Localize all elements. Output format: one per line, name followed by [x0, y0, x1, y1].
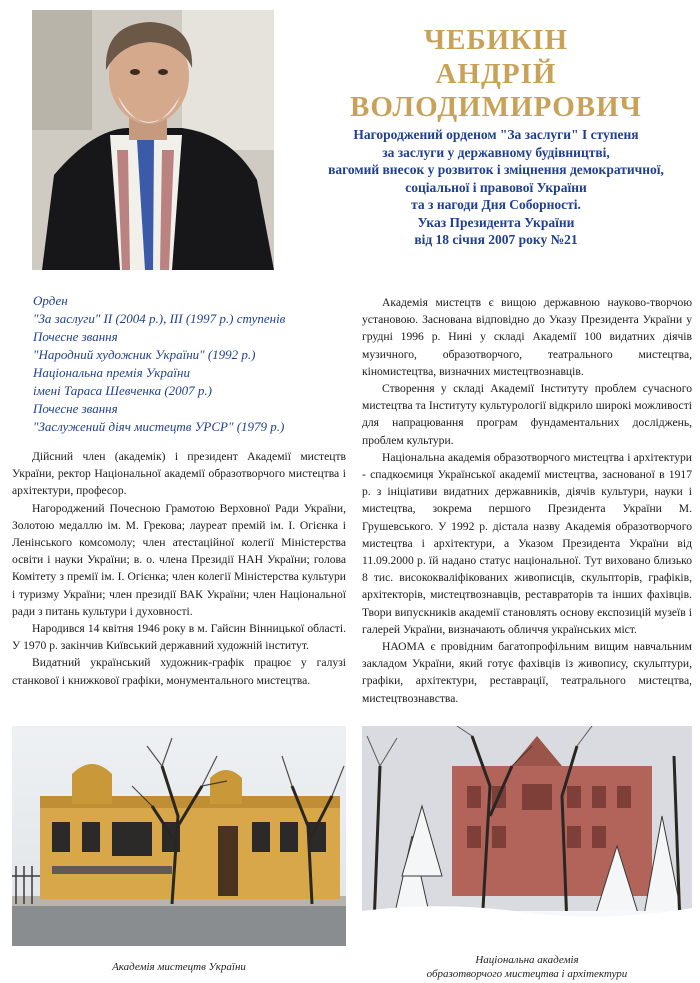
academy-paragraph: НАОМА є провідним багатопрофільним вищим навчальним закладом України, який готує фахівців із живопису, скульптури, графіки, архітектури, реставрації, театрального мистецтва, мистецтвознавства. [362, 640, 692, 705]
academy-paragraph: Національна академія образотворчого мистецтва і архітектури - спадкоємиця Української академії мистецтва, заснованої в 1917 р. з ініціативи видатних державників, діячів культури, науки і мистецтва, зокрема першого Президента України М. Грушевського. У 1992 р. дістала назву Академія образотворчого мистецтва і архітектури, а Указом Президента України від 11.09.2000 р. їй надано статус національної. Тут виховано близько 8 тис. висококваліфікованих живописців, скульпторів, графіків, архітекторів, мистецтвознавців, реставраторів та інших фахівців. Твори випускників академії становлять основу експозицій музеїв і галерей України, визначають обличчя українських міст. [362, 450, 692, 636]
photo2-caption-line: Національна академія [475, 954, 579, 966]
award-line: Нагороджений орденом "За заслуги" I ступеня [353, 127, 639, 142]
photo2-caption-line: образотворчого мистецтва і архітектури [426, 968, 628, 980]
biography-paragraph: Видатний український художник-графік працює у галузі станкової і книжкової графіки, монументального мистецтва. [12, 656, 346, 687]
photo1-caption: Академія мистецтв України [112, 961, 246, 973]
honor-line: Почесне звання [33, 329, 118, 344]
academy-column [362, 294, 692, 707]
honors-list [33, 292, 353, 436]
academy-paragraph: Створення у складі Академії Інституту проблем сучасного мистецтва та Інституту культурології відкрило широкі можливості для напрацювання програм фундаментальних досліджень, проблем культури. [362, 382, 692, 447]
portrait-illustration [32, 10, 274, 270]
honor-line: "За заслуги" II (2004 р.), III (1997 р.) ступенів [33, 311, 286, 326]
award-line: за заслуги у державному будівництві, [382, 144, 610, 160]
national-academy-photo [362, 726, 692, 946]
award-line: від 18 січня 2007 року №21 [414, 232, 578, 247]
biography-paragraph: Нагороджений Почесною Грамотою Верховної Ради України, Золотою медаллю ім. М. Грекова; лауреат премій ім. І. Огієнка і Ленінського комсомолу; член атестаційної колегії Міністерства освіти і науки України; в. о. члена Президії НАН України; голова Комітету з премії ім. І. Огієнка; член колегії Міністерства культури і туризму України; член президії ВАК України; член Національної ради з питань культури і духовності. [12, 501, 346, 618]
honor-line: Орден [33, 293, 68, 308]
award-line: вагомий внесок у розвиток і зміцнення демократичної, [328, 162, 664, 177]
award-line: та з нагоди Дня Соборності. [411, 197, 581, 212]
award-line: Указ Президента України [417, 214, 575, 230]
portrait-photo [32, 10, 274, 270]
winter-building-illustration [362, 726, 692, 946]
honor-line: "Заслужений діяч мистецтв УРСР" (1979 р.) [33, 419, 285, 434]
academy-paragraph: Академія мистецтв є вищою державною науково-творчою установою. Заснована відповідно до Указу Президента України у грудні 1996 р. Нині у складі Академії 100 видатних діячів музичного, образотворчого, театрального мистецтва, кіномистецтва, визначних мистецтвознавців. [362, 296, 692, 378]
biography-column [12, 448, 346, 689]
biography-paragraph: Дійсний член (академік) і президент Академії мистецтв України, ректор Національної академії образотворчого мистецтва і архітектури, професор. [12, 450, 346, 498]
photo2-caption [362, 953, 692, 981]
award-text [292, 126, 700, 249]
honor-line: імені Тараса Шевченка (2007 р.) [33, 383, 212, 398]
honor-line: Національна премія України [33, 365, 190, 380]
building-illustration [12, 726, 346, 946]
person-given-names: АНДРІЙ ВОЛОДИМИРОВИЧ [350, 58, 642, 123]
honor-line: Почесне звання [33, 401, 118, 416]
award-line: соціальної і правової України [405, 179, 587, 195]
honor-line: "Народний художник України" (1992 р.) [33, 347, 256, 362]
person-surname: ЧЕБИКІН [423, 24, 569, 56]
academy-building-photo [12, 726, 346, 946]
biography-paragraph: Народився 14 квітня 1946 року в м. Гайсин Вінницької області. У 1970 р. закінчив Київський державний художній інститут. [12, 622, 346, 653]
